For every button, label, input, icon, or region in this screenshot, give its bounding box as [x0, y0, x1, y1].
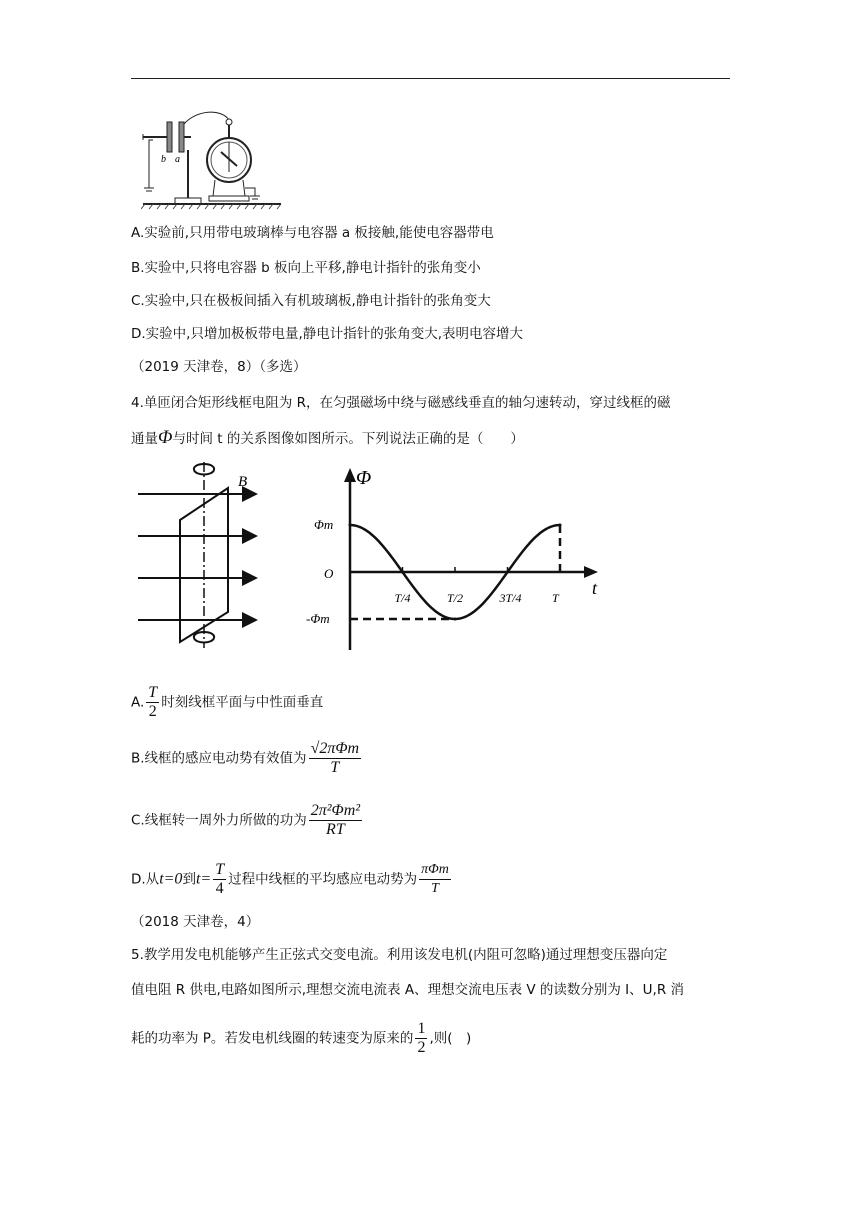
t-equals: t=: [195, 870, 212, 888]
q5-stem-line3: [131, 1020, 471, 1057]
q4-option-a: [131, 684, 323, 721]
plate-b-label: b: [161, 154, 166, 165]
frac-denominator: 4: [215, 880, 224, 897]
x-axis-label: t: [592, 578, 598, 598]
flux-data-point: [506, 571, 509, 574]
frac-numerator: T: [148, 684, 158, 701]
fraction-one-half: [415, 1020, 427, 1057]
q3-option-a: A.实验前,只用带电玻璃棒与电容器 a 板接触,能使电容器带电: [131, 225, 494, 241]
y-axis-arrow: [344, 468, 356, 482]
q4-option-b: [131, 740, 363, 777]
q5-text-rest: ,则( ): [429, 1030, 472, 1047]
frac-denominator: 2: [148, 703, 157, 720]
q5-text: 耗的功率为 P。若发电机线圈的转速变为原来的: [131, 1030, 414, 1047]
option-a-prefix: A.: [131, 694, 145, 711]
q4-source: （2018 天津卷，4）: [131, 914, 260, 930]
frac-numerator: √2πΦm: [310, 740, 360, 757]
x-tick-label: T: [552, 591, 559, 605]
q4-stem-line1: 4.单匝闭合矩形线框电阻为 R，在匀强磁场中绕与磁感线垂直的轴匀速转动，穿过线框的磁: [131, 395, 671, 411]
frac-denominator: T: [330, 759, 340, 776]
frac-denominator: RT: [326, 821, 345, 838]
field-label-B: B: [238, 474, 248, 490]
capacitor-electrometer-figure: [141, 110, 286, 210]
frac-numerator: 2π²Φm²: [310, 802, 361, 819]
y-tick-label: -Φm: [306, 611, 330, 626]
flux-data-point: [454, 618, 457, 621]
q3-option-c: C.实验中,只在极板间插入有机玻璃板,静电计指针的张角变大: [131, 293, 491, 309]
flux-data-point: [349, 524, 352, 527]
q3-option-b: B.实验中,只将电容器 b 板向上平移,静电计指针的张角变小: [131, 260, 481, 276]
option-b-text: B.线框的感应电动势有效值为: [131, 750, 307, 767]
q5-stem-line1: 5.教学用发电机能够产生正弦式交变电流。利用该发电机(内阻可忽略)通过理想变压器向定: [131, 947, 668, 963]
q5-stem-line2: 值电阻 R 供电,电路如图所示,理想交流电流表 A、理想交流电压表 V 的读数分别为 I、U,R 消: [131, 982, 685, 998]
plate-a-label: a: [175, 154, 180, 165]
option-a-text: 时刻线框平面与中性面垂直: [161, 694, 324, 711]
x-axis-arrow: [584, 566, 598, 578]
frac-denominator: T: [431, 881, 439, 896]
x-tick-label: T/2: [447, 591, 464, 605]
fraction-average-emf: [419, 861, 451, 898]
x-tick-label: 3T/4: [499, 591, 522, 605]
fraction-emf-effective: [309, 740, 362, 777]
x-tick-label: T/4: [394, 591, 411, 605]
q4-option-c: [131, 802, 364, 839]
q4-stem-line2: [131, 428, 524, 449]
frac-numerator: πΦm: [419, 861, 451, 880]
option-d-text2: 到: [182, 871, 196, 888]
q4-option-d: [131, 861, 453, 898]
option-d-text3: 过程中线框的平均感应电动势为: [228, 871, 418, 888]
fraction-work: [309, 802, 362, 839]
y-tick-label: Φm: [314, 517, 334, 532]
rotating-frame-figure: [134, 460, 264, 650]
y-tick-label: O: [324, 566, 334, 581]
flux-data-point: [401, 571, 404, 574]
q4-stem-text-rest: 与时间 t 的关系图像如图所示。下列说法正确的是（ ）: [172, 431, 524, 447]
fraction-t-over-4: [213, 861, 226, 898]
y-axis-label: Φ: [356, 467, 372, 489]
option-d-text1: D.从: [131, 871, 160, 888]
frac-denominator: 2: [417, 1039, 426, 1056]
phi-symbol: Φ: [158, 427, 173, 448]
option-c-text: C.线框转一周外力所做的功为: [131, 812, 307, 829]
fraction-t-over-2: [146, 684, 159, 721]
frac-numerator: T: [215, 861, 225, 878]
flux-time-chart: [300, 460, 610, 655]
q4-stem-text: 通量: [131, 431, 158, 447]
frac-numerator: 1: [417, 1020, 426, 1037]
q3-source: （2019 天津卷，8）（多选）: [131, 359, 307, 375]
q3-option-d: D.实验中,只增加极板带电量,静电计指针的张角变大,表明电容增大: [131, 326, 524, 342]
t-equals-zero: t=0: [159, 870, 183, 888]
header-rule: [131, 78, 730, 79]
flux-data-point: [559, 524, 562, 527]
